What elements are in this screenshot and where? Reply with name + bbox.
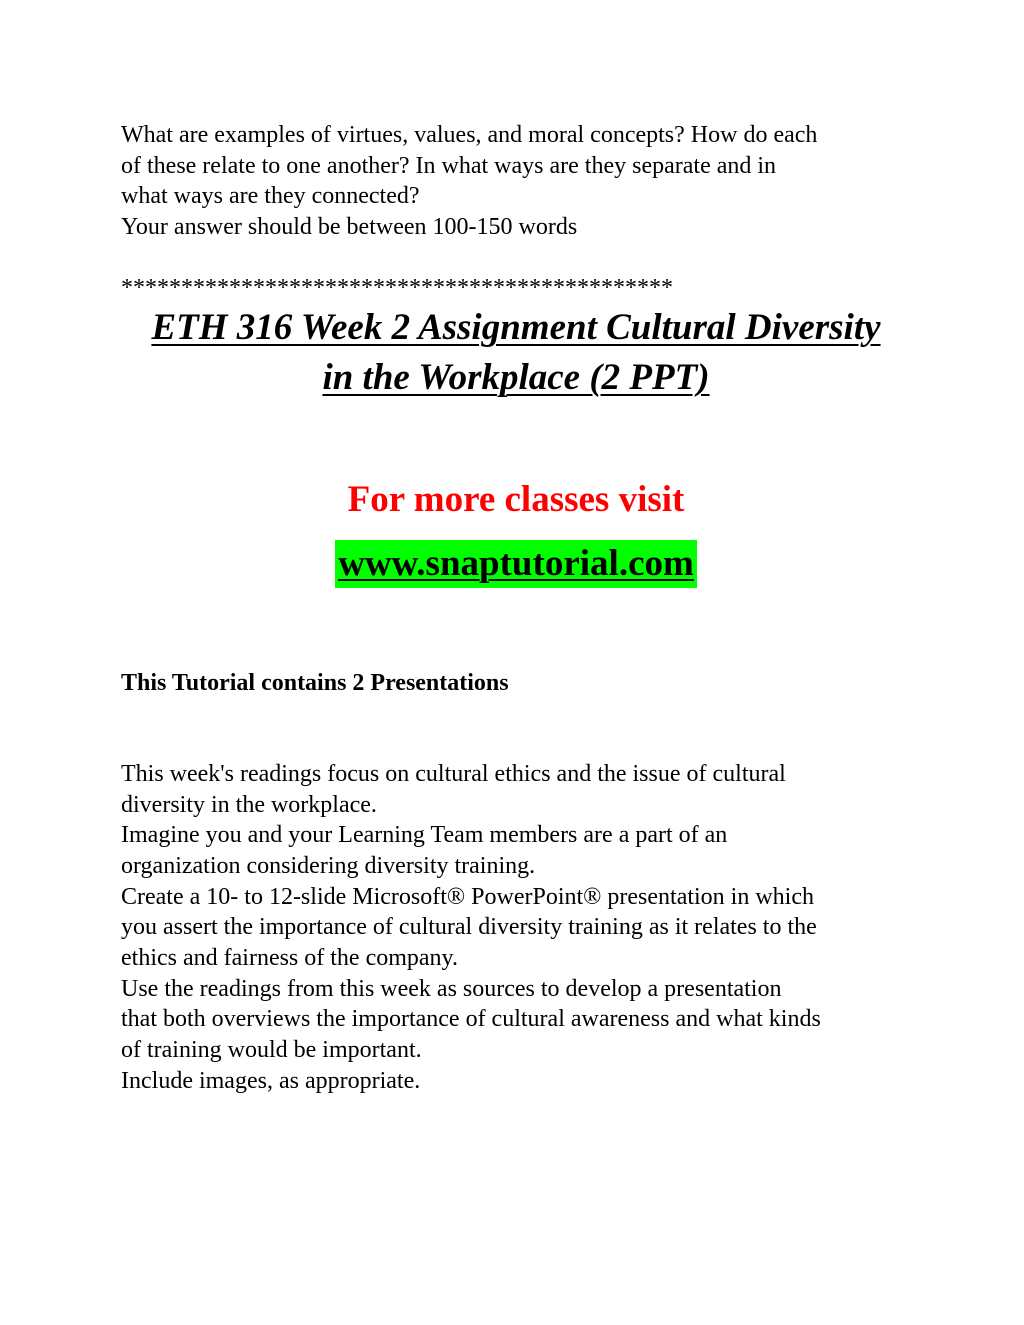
description-line: organization considering diversity training. — [121, 852, 536, 879]
description-line: Include images, as appropriate. — [121, 1067, 421, 1094]
question-line: What are examples of virtues, values, and moral concepts? How do each — [121, 122, 818, 148]
website-link[interactable]: www.snaptutorial.com — [335, 540, 697, 588]
description-paragraph — [121, 759, 911, 1097]
tutorial-subheading: This Tutorial contains 2 Presentations — [121, 669, 509, 696]
description-line: diversity in the workplace. — [121, 791, 377, 818]
description-line: Create a 10- to 12-slide Microsoft® PowerPoint® presentation in which — [121, 883, 814, 910]
document-page — [121, 120, 911, 1097]
description-line: you assert the importance of cultural diversity training as it relates to the — [121, 914, 817, 941]
description-line: This week's readings focus on cultural ethics and the issue of cultural — [121, 760, 786, 787]
title-line[interactable]: in the Workplace (2 PPT) — [322, 356, 710, 398]
visit-text: For more classes visit — [347, 478, 685, 520]
description-line: ethics and fairness of the company. — [121, 945, 458, 972]
question-paragraph — [121, 120, 911, 243]
description-line: Use the readings from this week as sources to develop a presentation — [121, 975, 782, 1002]
asterisk-separator: ********************************************** — [121, 274, 673, 301]
word-count-requirement: Your answer should be between 100-150 words — [121, 214, 578, 241]
website-link-container — [121, 540, 911, 588]
description-line: that both overviews the importance of cultural awareness and what kinds — [121, 1006, 821, 1033]
question-line: what ways are they connected? — [121, 183, 420, 210]
title-line[interactable]: ETH 316 Week 2 Assignment Cultural Diversity — [151, 306, 881, 348]
assignment-title[interactable] — [121, 303, 911, 403]
description-line: of training would be important. — [121, 1037, 422, 1064]
description-line: Imagine you and your Learning Team members are a part of an — [121, 822, 728, 849]
question-line: of these relate to one another? In what ways are they separate and in — [121, 152, 777, 179]
